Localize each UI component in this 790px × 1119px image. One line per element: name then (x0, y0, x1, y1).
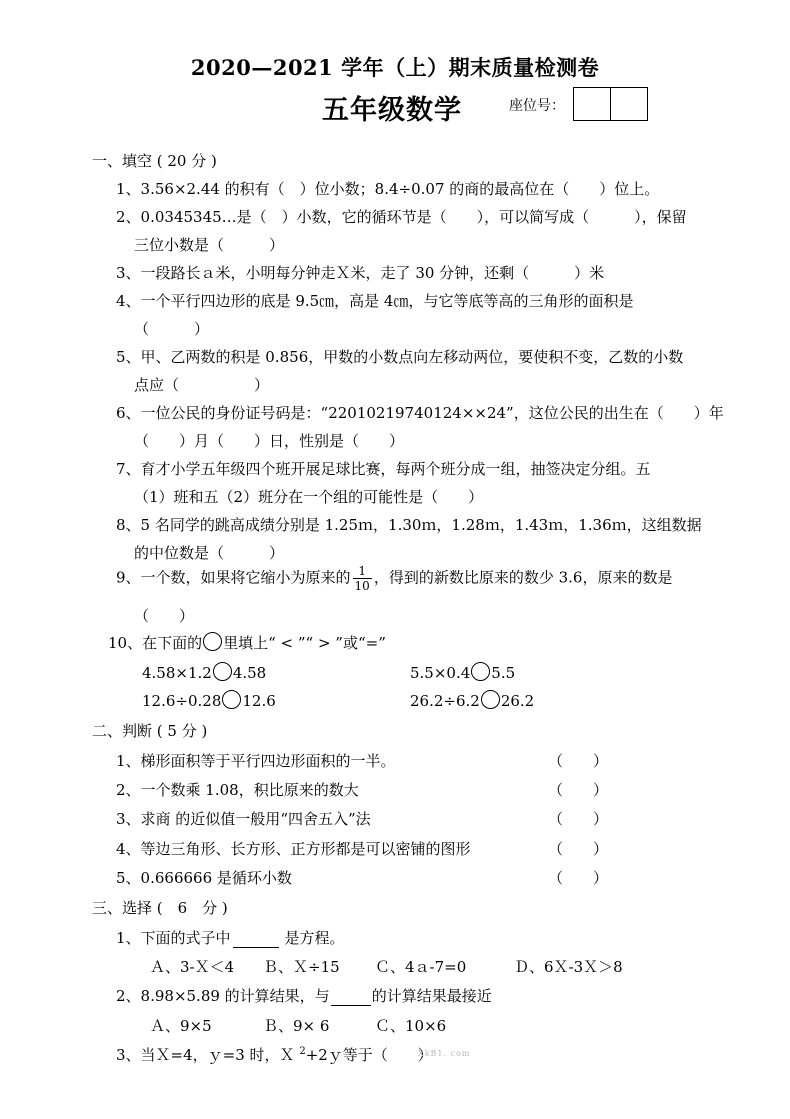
seat-number-boxes (573, 87, 648, 121)
section-heading-judgement: 二、判断 ( 5 分 ) (92, 722, 208, 740)
choice-question-2 (116, 985, 492, 1006)
choice-1-option-c: Ｃ、4ａ-7=0 (375, 958, 467, 976)
choice-1-option-d: Ｄ、6Ｘ-3Ｘ＞8 (514, 958, 623, 976)
judgement-answer-1: （ ） (548, 752, 609, 770)
answer-blank (233, 931, 279, 948)
fraction-denominator: 10 (354, 579, 370, 593)
compare-left: 4.58×1.2 (142, 664, 212, 682)
choice-question-2-text-a: 2、8.98×5.89 的计算结果，与 (116, 987, 330, 1005)
compare-item-2 (410, 662, 515, 682)
fraction-numerator: 1 (353, 564, 372, 579)
compare-left: 26.2÷6.2 (410, 692, 480, 710)
circle-blank-icon (471, 662, 490, 681)
question-1-2: 2、0.0345345…是（ ）小数，它的循环节是（ ），可以简写成（ ），保留 (116, 208, 687, 226)
question-1-9 (116, 564, 672, 593)
question-1-10-text-b: 里填上“ < ”“ > ”或“=” (223, 634, 386, 652)
question-1-7: 7、育才小学五年级四个班开展足球比赛，每两个班分成一组，抽签决定分组。五 (116, 460, 651, 478)
question-1-9-text-b: ，得到的新数比原来的数少 3.6，原来的数是 (373, 568, 673, 587)
circle-blank-icon (213, 662, 232, 681)
judgement-item-2: 2、一个数乘 1.08，积比原来的数大 (116, 781, 359, 799)
circle-blank-icon (203, 632, 222, 651)
choice-question-1-text-a: 1、下面的式子中 (116, 929, 231, 947)
question-1-7-cont: （1）班和五（2）班分在一个组的可能性是（ ） (134, 488, 484, 506)
compare-item-3 (142, 690, 276, 710)
question-1-9-cont: （ ） (134, 607, 195, 625)
judgement-answer-2: （ ） (548, 781, 609, 799)
section-heading-fill-in: 一、填空 ( 20 分 ) (92, 152, 217, 170)
compare-right: 12.6 (242, 692, 276, 710)
judgement-item-3: 3、求商 的近似值一般用“四舍五入”法 (116, 810, 371, 828)
question-1-3: 3、一段路长ａ米，小明每分钟走Ｘ米，走了 30 分钟，还剩（ ）米 (116, 264, 605, 282)
choice-2-option-c: Ｃ、10×6 (375, 1017, 447, 1035)
page-title: 2020—2021 学年（上）期末质量检测卷 (190, 55, 600, 80)
question-1-4-cont: （ ） (134, 320, 210, 338)
compare-item-4 (410, 690, 534, 710)
judgement-answer-5: （ ） (548, 869, 609, 887)
question-1-10-text-a: 10、在下面的 (108, 634, 203, 652)
compare-right: 26.2 (500, 692, 535, 710)
question-1-6: 6、一位公民的身份证号码是：“22010219740124××24”，这位公民的出生在（ ）年 (116, 404, 724, 422)
choice-question-3-text-a: 3、当Ｘ=4，ｙ=3 时，Ｘ (116, 1046, 300, 1064)
judgement-item-5: 5、0.666666 是循环小数 (116, 869, 292, 887)
choice-1-option-b: Ｂ、Ｘ÷15 (263, 958, 340, 976)
question-1-5: 5、甲、乙两数的积是 0.856，甲数的小数点向左移动两位，要使积不变，乙数的小数 (116, 348, 684, 366)
judgement-item-4: 4、等边三角形、长方形、正方形都是可以密铺的图形 (116, 840, 471, 858)
judgement-answer-3: （ ） (548, 810, 609, 828)
question-1-8-cont: 的中位数是（ ） (134, 544, 285, 562)
question-1-9-text-a: 9、一个数，如果将它缩小为原来的 (116, 568, 351, 587)
question-1-2-cont: 三位小数是（ ） (134, 236, 285, 254)
circle-blank-icon (222, 690, 241, 709)
question-1-5-cont: 点应（ ） (134, 376, 270, 394)
choice-question-3 (116, 1044, 433, 1065)
choice-question-1-text-b: 是方程。 (284, 929, 345, 947)
question-1-1: 1、3.56×2.44 的积有（ ）位小数；8.4÷0.07 的商的最高位在（ ）位上。 (116, 180, 660, 198)
question-1-10 (108, 632, 386, 653)
question-1-4: 4、一个平行四边形的底是 9.5㎝，高是 4㎝，与它等底等高的三角形的面积是 (116, 292, 634, 310)
exponent: 2 (299, 1046, 306, 1057)
choice-2-option-a: Ａ、9×5 (150, 1017, 212, 1035)
fraction-one-tenth (353, 564, 372, 593)
choice-question-2-text-b: 的计算结果最接近 (371, 987, 492, 1005)
watermark-text: XkB1. com (418, 1049, 471, 1058)
choice-question-1 (116, 927, 345, 948)
compare-item-1 (142, 662, 266, 682)
judgement-answer-4: （ ） (548, 840, 609, 858)
seat-number-label: 座位号： (509, 98, 565, 114)
section-heading-choice: 三、选择 ( 6 分 ) (92, 899, 228, 917)
choice-2-option-b: Ｂ、9× 6 (263, 1017, 330, 1035)
compare-left: 5.5×0.4 (410, 664, 471, 682)
answer-blank (331, 989, 371, 1006)
compare-right: 4.58 (232, 664, 267, 682)
judgement-item-1: 1、梯形面积等于平行四边形面积的一半。 (116, 752, 396, 770)
compare-left: 12.6÷0.28 (142, 692, 222, 710)
choice-question-3-text-b: +2ｙ等于（ ） (305, 1046, 433, 1064)
page-subtitle: 五年级数学 (322, 95, 462, 126)
compare-right: 5.5 (491, 664, 516, 682)
choice-1-option-a: Ａ、3-Ｘ＜4 (150, 958, 235, 976)
question-1-8: 8、5 名同学的跳高成绩分别是 1.25ｍ，1.30ｍ，1.28ｍ，1.43ｍ，1.36ｍ，这组数据 (116, 516, 702, 534)
question-1-6-cont: （ ）月（ ）日，性别是（ ） (134, 432, 405, 450)
circle-blank-icon (481, 690, 500, 709)
